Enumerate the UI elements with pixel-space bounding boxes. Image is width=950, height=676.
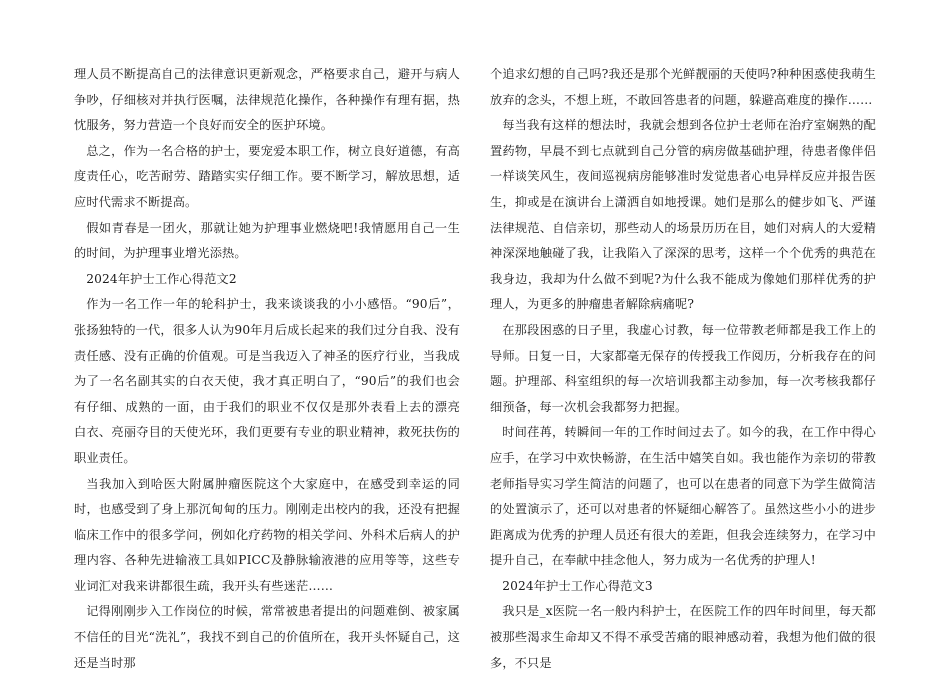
paragraph: 个追求幻想的自己吗?我还是那个光鲜靓丽的天使吗?种种困惑使我萌生放弃的念头，不想上班，不敢回答患者的问题，躲避高难度的操作……	[490, 67, 876, 107]
paragraph: 我只是_x医院一名一般内科护士，在医院工作的四年时间里，每天都被那些渴求生命却又不得不承受苦痛的眼神感动着，我想为他们做的很多，不只是	[490, 604, 876, 670]
paragraph: 当我加入到哈医大附属肿瘤医院这个大家庭中，在感受到幸运的同时，也感受到了身上那沉甸甸的压力。刚刚走出校内的我，还没有把握临床工作中的很多学问，例如化疗药物的相关学问、外科术后病人的护理内容、各种先进输液工具如PICC及静脉输液港的应用等等，这些专业词汇对我来讲都很生疏，我开头有些迷茫……	[74, 476, 460, 593]
section-heading: 2024年护士工作心得范文3	[502, 578, 653, 593]
left-column	[74, 62, 460, 676]
paragraph: 在那段困惑的日子里，我虚心讨教，每一位带教老师都是我工作上的导师。日复一日，大家都毫无保存的传授我工作阅历，分析我存在的问题。护理部、科室组织的每一次培训我都主动参加，每一次考核我都仔细预备，每一次机会我都努力把握。	[490, 322, 876, 414]
paragraph: 总之，作为一名合格的护士，要宠爱本职工作，树立良好道德，有高度责任心，吃苦耐劳、踏踏实实仔细工作。要不断学习，解放思想，适应时代需求不断提高。	[74, 143, 460, 209]
paragraph: 作为一名工作一年的轮科护士，我来谈谈我的小小感悟。“90后”，张扬独特的一代，很多人认为90年月后成长起来的我们过分自我、没有责任感、没有正确的价值观。可是当我迈入了神圣的医疗行业，当我成为了一名名副其实的白衣天使，我才真正明白了，“90后”的我们也会有仔细、成熟的一面，由于我们的职业不仅仅是那外表看上去的漂亮 白衣、亮丽夺目的天使光环，我们更要有专业的职业精神，救死扶伤的职业责任。	[74, 297, 460, 465]
paragraph: 每当我有这样的想法时，我就会想到各位护士老师在治疗室娴熟的配置药物，早晨不到七点就到自己分管的病房做基础护理，待患者像伴侣一样谈笑风生，夜间巡视病房能够准时发觉患者心电异样反应并报告医生，抑或是在演讲台上潇洒自如地授课。她们是那么的健步如飞、严谨法律规范、自信亲切，那些动人的场景历历在目，她们对病人的大爱精神深深地触碰了我，让我陷入了深深的思考，这样一个个优秀的典范在我身边，我却为什么做不到呢?为什么我不能成为像她们那样优秀的护理人，为更多的肿瘤患者解除病痛呢?	[490, 118, 876, 312]
right-column	[490, 62, 876, 676]
paragraph: 时间荏苒，转瞬间一年的工作时间过去了。如今的我，在工作中得心应手，在学习中欢快畅游，在生活中嬉笑自如。我也能作为亲切的带教老师指导实习学生简洁的问题了，也可以在患者的同意下为学生做简洁的处置演示了，还可以对患者的怀疑细心解答了。虽然这些小小的进步距离成为优秀的护理人员还有很大的差距，但我会连续努力，在学习中提升自己，在奉献中挂念他人，努力成为一名优秀的护理人!	[490, 425, 876, 568]
paragraph: 记得刚刚步入工作岗位的时候，常常被患者提出的问题难倒、被家属不信任的目光“洗礼”，我找不到自己的价值所在，我开头怀疑自己，这还是当时那	[74, 604, 460, 670]
paragraph: 假如青春是一团火，那就让她为护理事业燃烧吧!我情愿用自己一生的时间，为护理事业增光添热。	[74, 220, 460, 261]
section-heading: 2024年护士工作心得范文2	[86, 271, 237, 286]
paragraph: 理人员不断提高自己的法律意识更新观念，严格要求自己，避开与病人争吵，仔细核对并执行医嘱，法律规范化操作，各种操作有理有据，热忱服务，努力营造一个良好而安全的医护环境。	[74, 67, 460, 133]
